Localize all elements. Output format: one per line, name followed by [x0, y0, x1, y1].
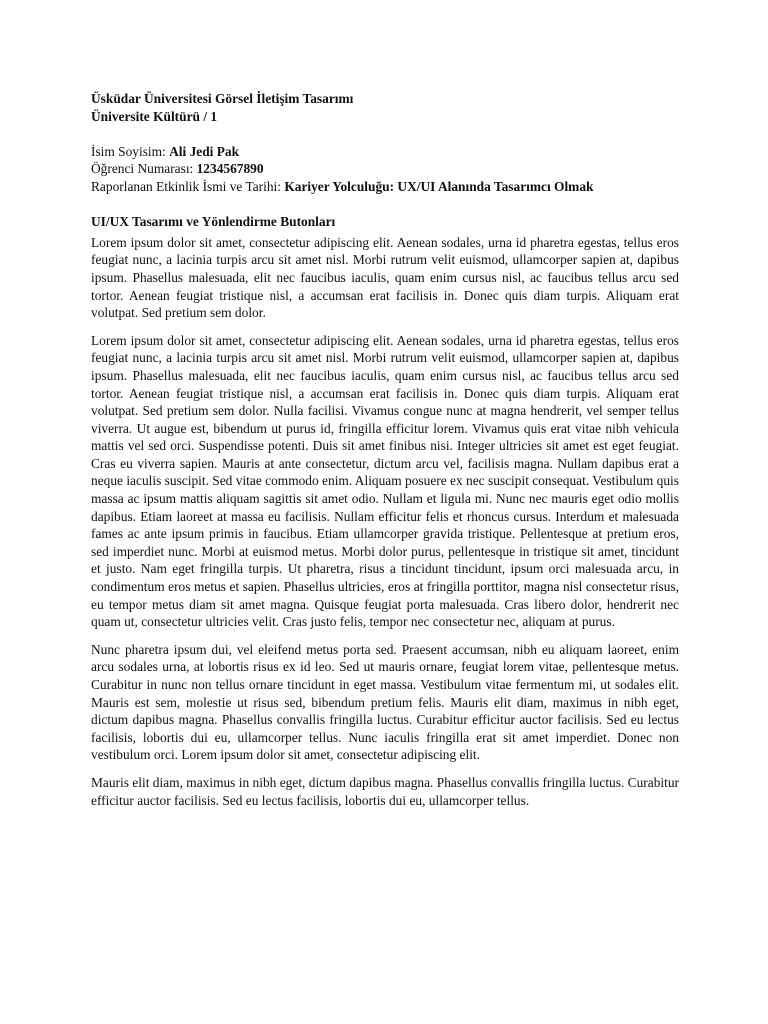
spacer: [91, 196, 679, 214]
student-number-value: 1234567890: [196, 161, 264, 177]
course-title: Üniversite Kültürü / 1: [91, 108, 218, 124]
document-page: [91, 90, 679, 819]
section-heading: UI/UX Tasarımı ve Yönlendirme Butonları: [91, 214, 336, 230]
university-title: Üsküdar Üniversitesi Görsel İletişim Tasarımı: [91, 91, 354, 106]
student-number-line: [91, 160, 679, 178]
student-number-label: Öğrenci Numarası:: [91, 161, 197, 177]
body-paragraph: Nunc pharetra ipsum dui, vel eleifend metus porta sed. Praesent accumsan, nibh eu aliquam laoreet, enim arcu sodales urna, at lobortis risus ex id leo. Sed ut mauris ornare, feugiat lorem vitae, pellentesque metus. Curabitur in nunc non tellus ornare tincidunt in eget massa. Vestibulum vitae fermentum mi, ut sodales elit. Mauris est sem, molestie ut risus sed, bibendum pretium felis. Mauris elit diam, maximus in nibh eget, dictum dapibus magna. Phasellus convallis fringilla luctus. Curabitur efficitur auctor facilisis. Sed eu lectus facilisis, lobortis dui eu, ullamcorper tellus. Nunc iaculis fringilla erat sit amet imperdiet. Donec non vestibulum orci. Lorem ipsum dolor sit amet, consectetur adipiscing elit.: [91, 641, 679, 763]
body-paragraph: Lorem ipsum dolor sit amet, consectetur adipiscing elit. Aenean sodales, urna id pharetra egestas, tellus eros feugiat nunc, a lacinia turpis arcu sit amet nisl. Morbi rutrum velit euismod, ullamcorper sapien at, dapibus ipsum. Phasellus malesuada, elit nec faucibus iaculis, quam enim cursus nisl, ac faucibus tellus arcu sed tortor. Aenean feugiat tristique nisl, a accumsan erat facilisis in. Donec quis diam turpis. Aliquam erat volutpat. Sed pretium sem dolor.: [91, 234, 679, 321]
spacer: [91, 125, 679, 143]
event-label: Raporlanan Etkinlik İsmi ve Tarihi:: [91, 178, 285, 194]
body-paragraph: Lorem ipsum dolor sit amet, consectetur adipiscing elit. Aenean sodales, urna id pharetra egestas, tellus eros feugiat nunc, a lacinia turpis arcu sit amet nisl. Morbi rutrum velit euismod, ullamcorper sapien at, dapibus ipsum. Phasellus malesuada, elit nec faucibus iaculis, quam enim cursus nisl, ac faucibus tellus arcu sed tortor. Aenean feugiat tristique nisl, a accumsan erat facilisis in. Donec quis diam turpis. Aliquam erat volutpat. Sed pretium sem dolor. Nulla facilisi. Vivamus congue nunc at magna hendrerit, vel semper tellus viverra. Ut augue est, bibendum ut purus id, fringilla efficitur lorem. Vivamus quis erat vitae nibh vehicula mattis vel sed orci. Suspendisse potenti. Duis sit amet finibus nisi. Integer ultricies sit amet est eget feugiat. Cras eu viverra sapien. Mauris at ante consectetur, dictum arcu vel, facilisis magna. Nullam dapibus erat a neque iaculis suscipit. Sed vitae commodo enim. Aliquam posuere ex nec suscipit consequat. Vestibulum quis massa ac ipsum mattis aliquam sagittis sit amet odio. Nullam et ligula mi. Nunc nec mauris eget odio mollis dapibus. Etiam laoreet at massa eu facilisis. Nullam efficitur felis et rhoncus cursus. Interdum et malesuada fames ac ante ipsum primis in faucibus. Etiam ullamcorper gravida tristique. Pellentesque at pretium eros, sed imperdiet nunc. Morbi at euismod metus. Morbi dolor purus, pellentesque in tristique sit amet, tincidunt et justo. Nam eget fringilla turpis. Ut pharetra, risus a tincidunt tincidunt, ipsum orci malesuada arcu, in condimentum eros metus et sapien. Phasellus ultricies, eros at fringilla porttitor, magna nisl consectetur risus, eu tempor metus diam sit amet magna. Quisque feugiat porta malesuada. Cras libero dolor, hendrerit nec quam ut, consectetur ultricies velit. Cras justo felis, tempor nec consectetur nec, aliquam at purus.: [91, 332, 679, 630]
student-name-line: [91, 143, 679, 161]
body-paragraph: Mauris elit diam, maximus in nibh eget, dictum dapibus magna. Phasellus convallis fringilla luctus. Curabitur efficitur auctor facilisis. Sed eu lectus facilisis, lobortis dui eu, ullamcorper tellus.: [91, 774, 679, 808]
event-value: Kariyer Yolculuğu: UX/UI Alanında Tasarımcı Olmak: [284, 178, 594, 194]
event-line: [91, 178, 679, 196]
student-name-label: İsim Soyisim:: [91, 143, 170, 159]
student-name-value: Ali Jedi Pak: [169, 143, 240, 159]
